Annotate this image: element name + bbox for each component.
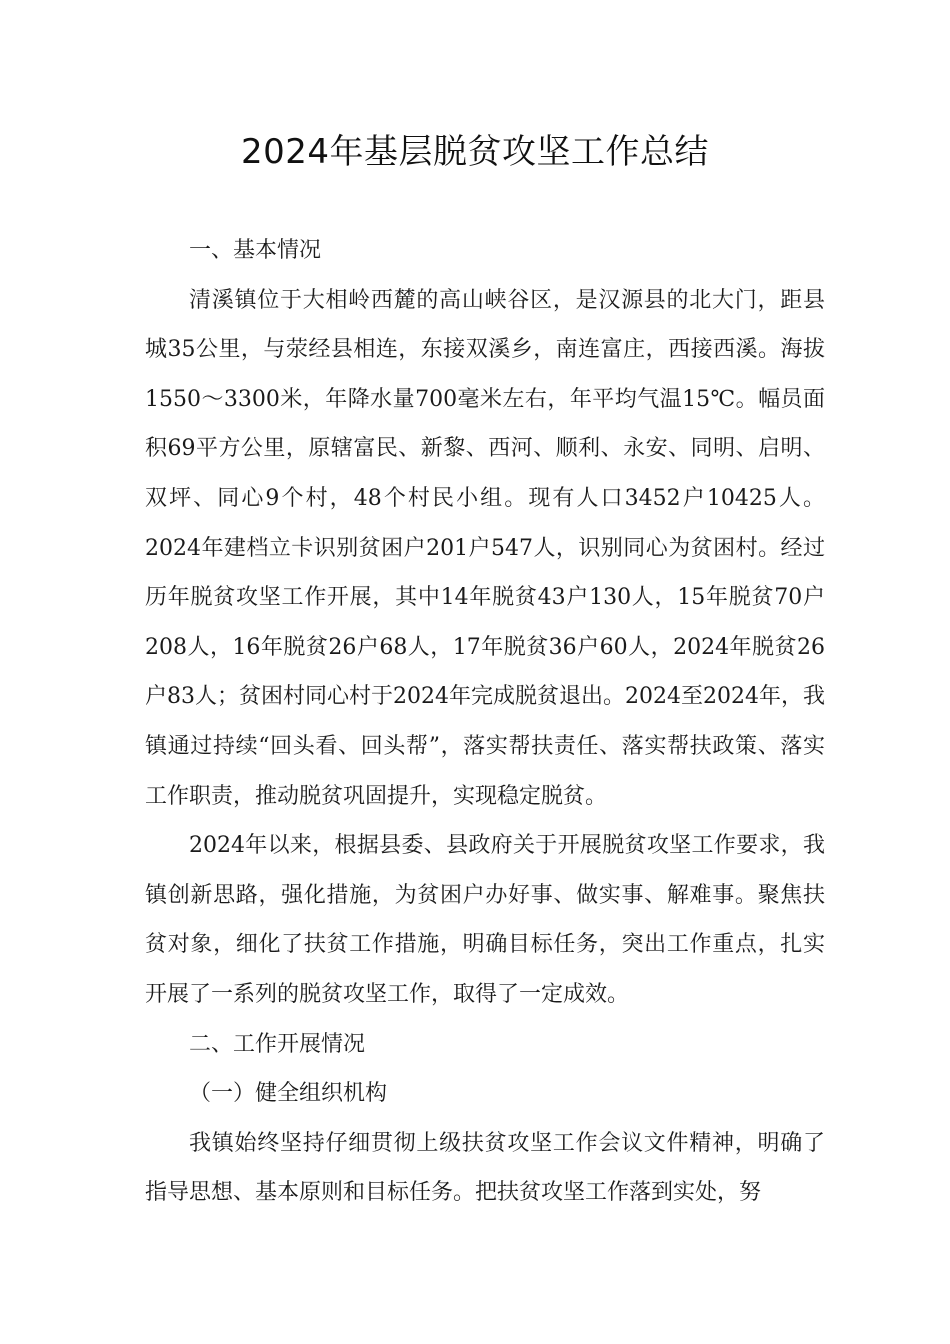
section-heading-basic-info: 一、基本情况 [189,238,322,263]
document-body [145,226,825,1218]
paragraph-town-overview: 清溪镇位于大相岭西麓的高山峡谷区，是汉源县的北大门，距县城35公里，与荥经县相连，东接双溪乡，南连富庄，西接西溪。海拔1550～3300米，年降水量700毫米左右，年平均气温15℃。幅员面积69平方公里，原辖富民、新黎、西河、顺利、永安、同明、启明、双坪、同心9个村，48个村民小组。现有人口3452户10425人。2024年建档立卡识别贫困户201户547人，识别同心为贫困村。经过历年脱贫攻坚工作开展，其中14年脱贫43户130人，15年脱贫70户208人，16年脱贫26户68人，17年脱贫36户60人，2024年脱贫26户83人；贫困村同心村于2024年完成脱贫退出。2024至2024年，我镇通过持续“回头看、回头帮”，落实帮扶责任、落实帮扶政策、落实工作职责，推动脱贫巩固提升，实现稳定脱贫。 [145,287,825,809]
document-title: 2024年基层脱贫攻坚工作总结 [240,132,710,172]
paragraph-since-2024: 2024年以来，根据县委、县政府关于开展脱贫攻坚工作要求，我镇创新思路，强化措施，为贫困户办好事、做实事、解难事。聚焦扶贫对象，细化了扶贫工作措施，明确目标任务，突出工作重点，扎实开展了一系列的脱贫攻坚工作，取得了一定成效。 [145,833,825,1007]
paragraph-organization: 我镇始终坚持仔细贯彻上级扶贫攻坚工作会议文件精神，明确了指导思想、基本原则和目标任务。把扶贫攻坚工作落到实处，努 [145,1130,825,1206]
section-heading-work-progress: 二、工作开展情况 [189,1031,366,1057]
subsection-heading-organization: （一）健全组织机构 [189,1081,388,1107]
